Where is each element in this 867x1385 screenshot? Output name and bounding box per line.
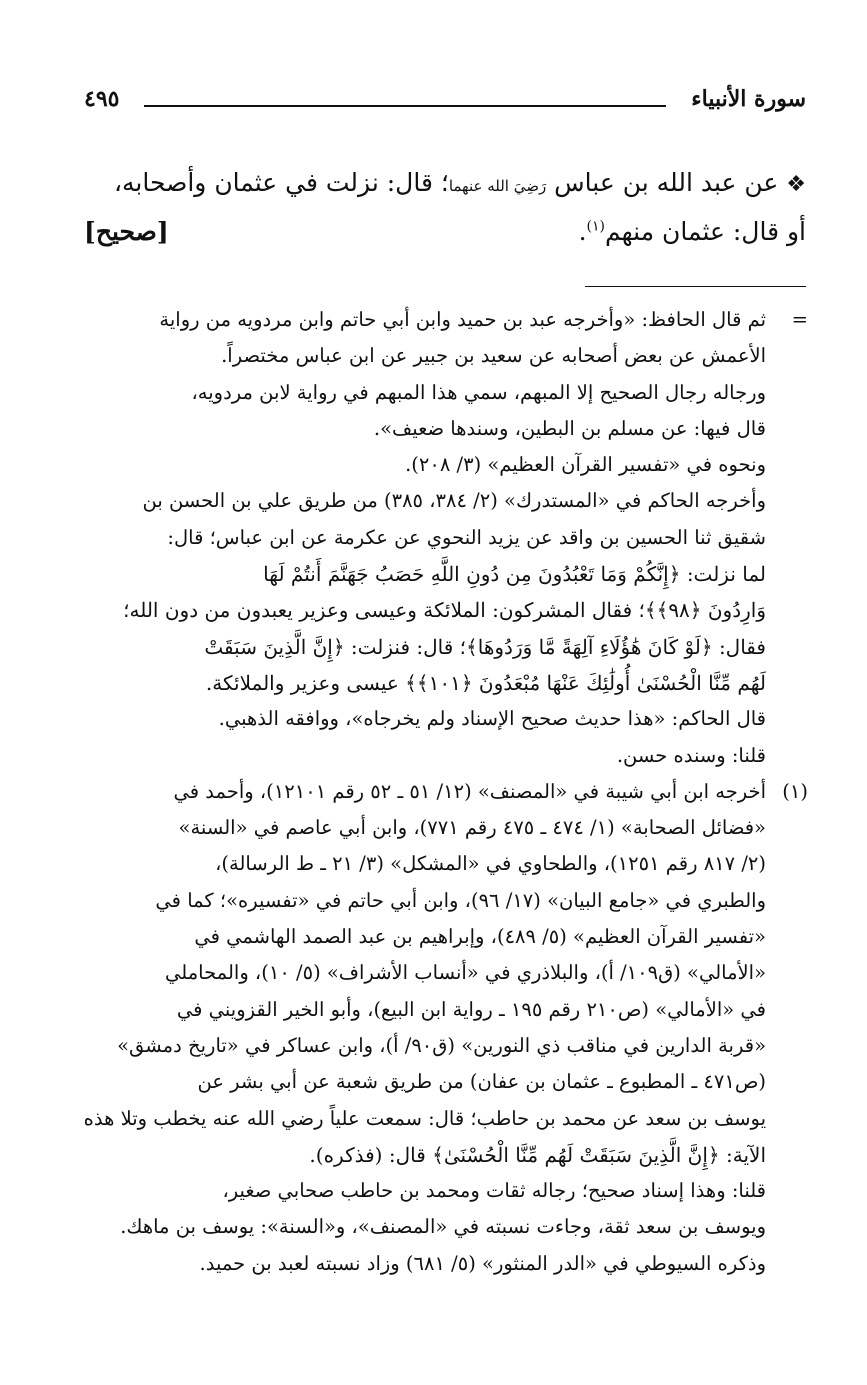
footnote-line: «فضائل الصحابة» (١/ ٤٧٤ ـ ٤٧٥ رقم ٧٧١)، وابن أبي عاصم في «السنة» [178,816,766,840]
main-line-2 [84,209,806,255]
main-line-2-text: أو قال: عثمان منهم [604,217,806,246]
footnote-line: لَهُم مِّنَّا الْحُسْنَىٰ أُولَٰئِكَ عَنْهَا مُبْعَدُونَ ﴿١٠١﴾﴾ عيسى وعزير والملائكة. [205,670,766,695]
grading-label: [صحيح] [84,217,169,246]
footnote-line: (٢/ ٨١٧ رقم ١٢٥١)، والطحاوي في «المشكل» (٣/ ٢١ ـ ط الرسالة)، [215,852,766,876]
footnote-line: ويوسف بن سعد ثقة، وجاءت نسبته في «المصنف»، و«السنة»: يوسف بن ماهك. [120,1215,766,1239]
footnote-line: «الأمالي» (ق١٠٩/ أ)، والبلاذري في «أنساب الأشراف» (٥/ ١٠)، والمحاملي [165,961,766,985]
footnote-line: وذكره السيوطي في «الدر المنثور» (٥/ ٦٨١) وزاد نسبته لعبد بن حميد. [199,1251,766,1275]
footnote-reference: (١) [586,218,605,235]
footnote-line: أخرجه ابن أبي شيبة في «المصنف» (١٢/ ٥١ ـ ٥٢ رقم ١٢١٠١)، وأحمد في [173,779,766,803]
footnote-line: وأخرجه الحاكم في «المستدرك» (٢/ ٣٨٤، ٣٨٥) من طريق علي بن الحسن بن [142,489,766,513]
footnote-line: يوسف بن سعد عن محمد بن حاطب؛ قال: سمعت علياً رضي الله عنه يخطب وتلا هذه [83,1106,766,1130]
page-header [84,86,806,120]
footnote-line: والطبري في «جامع البيان» (١٧/ ٩٦)، وابن أبي حاتم في «تفسيره»؛ كما في [155,888,766,912]
honorific-mark: رَضِيَ الله عنهما [448,177,547,195]
surah-title: سورة الأنبياء [691,86,806,112]
footnote-line: الآية: ﴿إِنَّ الَّذِينَ سَبَقَتْ لَهُم مِّنَّا الْحُسْنَىٰ﴾ قال: (فذكره). [309,1142,766,1167]
footnote-line: فقال: ﴿لَوْ كَانَ هَٰؤُلَاءِ آلِهَةً مَّا وَرَدُوهَا﴾؛ قال: فنزلت: ﴿إِنَّ الَّذِينَ سَبَقَتْ [204,634,766,659]
main-line-1-end: ؛ قال: نزلت في عثمان وأصحابه، [113,168,449,197]
footnote-line: في «الأمالي» (ص٢١٠ رقم ١٩٥ ـ رواية ابن البيع)، وأبو الخير القزويني في [176,997,766,1021]
footnote-line: قلنا: وسنده حسن. [616,743,766,767]
bullet-icon: ❖ [786,172,806,197]
header-rule [144,105,666,107]
main-line-1 [84,160,806,209]
footnote-marker: = [791,308,808,331]
footnote-line: قلنا: وهذا إسناد صحيح؛ رجاله ثقات ومحمد بن حاطب صحابي صغير، [222,1179,766,1203]
footnote-marker: (١) [782,779,808,803]
main-text [84,160,806,255]
main-line-2-end: . [578,217,587,246]
footnote-1 [80,774,808,1282]
footnote-separator [585,286,806,287]
footnote-line: ثم قال الحافظ: «وأخرجه عبد بن حميد وابن أبي حاتم وابن مردويه من رواية [159,308,766,331]
footnote-line: «قربة الدارين في مناقب ذي النورين» (ق٩٠/ أ)، وابن عساكر في «تاريخ دمشق» [117,1033,766,1057]
footnote-line: ورجاله رجال الصحيح إلا المبهم، سمي هذا المبهم في رواية لابن مردويه، [191,380,766,404]
footnote-line: قال الحاكم: «هذا حديث صحيح الإسناد ولم يخرجاه»، ووافقه الذهبي. [218,707,766,731]
footnote-line: الأعمش عن بعض أصحابه عن سعيد بن جبير عن ابن عباس مختصراً. [221,344,766,368]
page-number: ٤٩٥ [84,86,120,112]
footnote-line: شقيق ثنا الحسين بن واقد عن يزيد النحوي عن عكرمة عن ابن عباس؛ قال: [167,525,766,549]
footnotes [80,302,808,1282]
main-line-1-start: عن عبد الله بن عباس [546,168,779,197]
footnote-continuation [80,302,808,774]
footnote-line: «تفسير القرآن العظيم» (٥/ ٤٨٩)، وإبراهيم بن عبد الصمد الهاشمي في [194,925,766,949]
footnote-line: قال فيها: عن مسلم بن البطين، وسندها ضعيف». [373,416,766,440]
footnote-line: ونحوه في «تفسير القرآن العظيم» (٣/ ٢٠٨). [405,453,766,477]
footnote-line: (ص٤٧١ ـ المطبوع ـ عثمان بن عفان) من طريق شعبة عن أبي بشر عن [197,1070,766,1094]
footnote-line: لما نزلت: ﴿إِنَّكُمْ وَمَا تَعْبُدُونَ مِن دُونِ اللَّهِ حَصَبُ جَهَنَّمَ أَنتُمْ لَهَا [263,562,766,587]
footnote-line: وَارِدُونَ ﴿٩٨﴾﴾؛ فقال المشركون: الملائكة وعيسى وعزير يعبدون من دون الله؛ [123,598,766,623]
